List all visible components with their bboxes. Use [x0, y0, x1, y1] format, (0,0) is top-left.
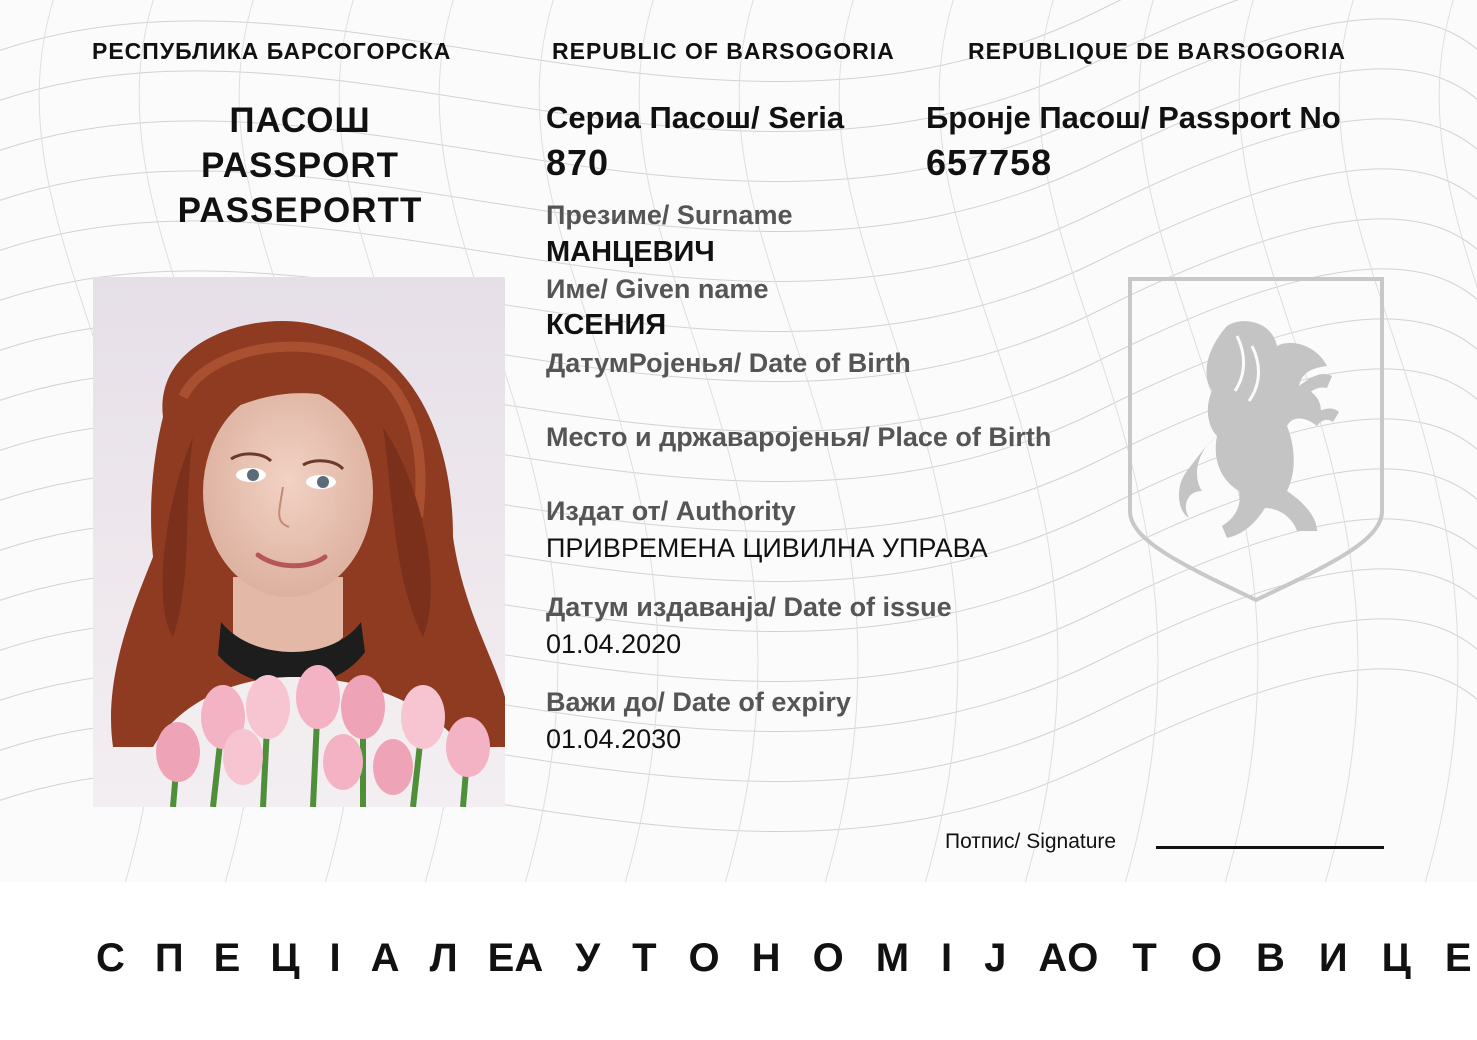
footer-word-3 — [1067, 936, 1471, 981]
date-of-issue-label: Датум издаванја/ Date of issue — [546, 592, 952, 622]
place-of-birth-label: Место и државаројенья/ Place of Birth — [546, 422, 1052, 452]
footer-letter: А — [370, 936, 400, 980]
footer-letter: И — [1318, 936, 1348, 980]
signature-label: Потпис/ Signature — [945, 830, 1117, 853]
footer-letter: Л — [429, 936, 458, 980]
passport-no-label: Бронје Пасош/ Passport No — [926, 100, 1341, 135]
authority-label: Издат от/ Authority — [546, 496, 796, 526]
footer-letter: І — [329, 936, 341, 980]
signature-line — [1156, 846, 1384, 849]
footer-letter: В — [1255, 936, 1285, 980]
country-name-en: REPUBLIC OF BARSOGORIA — [552, 38, 895, 64]
given-name-value: КСЕНИЯ — [546, 309, 667, 341]
footer-letter: І — [941, 936, 953, 980]
date-of-expiry-label: Важи до/ Date of expiry — [546, 687, 851, 717]
footer-letter: А — [514, 936, 544, 980]
footer-letter: П — [154, 936, 184, 980]
footer-letter: Е — [213, 936, 241, 980]
footer-letter: Е — [1444, 936, 1472, 980]
document-title-ru: ПАСОШ — [229, 101, 371, 140]
portrait-illustration — [93, 277, 505, 807]
footer-title — [96, 936, 1472, 981]
given-name-label: Име/ Given name — [546, 274, 769, 304]
footer-letter: Ц — [270, 936, 300, 980]
authority-value: ПРИВРЕМЕНА ЦИВИЛНА УПРАВА — [546, 533, 988, 563]
date-of-birth-label: ДатумРојенья/ Date of Birth — [546, 348, 911, 378]
country-name-ru: РЕСПУБЛИКА БАРСОГОРСКА — [92, 38, 452, 64]
surname-label: Презиме/ Surname — [546, 200, 793, 230]
surname-value: МАНЦЕВИЧ — [546, 236, 715, 268]
passport-no-value: 657758 — [926, 142, 1053, 183]
series-value: 870 — [546, 142, 610, 183]
footer-letter: У — [575, 936, 601, 980]
lion-rampant-shield-icon — [1127, 276, 1385, 604]
footer-letter: Ц — [1381, 936, 1411, 980]
date-of-issue-value: 01.04.2020 — [546, 629, 682, 659]
document-title-fr: PASSEPORTT — [177, 191, 423, 230]
footer-letter: А — [1038, 936, 1068, 980]
footer-letter: О — [812, 936, 844, 980]
footer-letter: Т — [1132, 936, 1157, 980]
series-label: Сериа Пасош/ Seria — [546, 100, 845, 135]
footer-letter: Ј — [984, 936, 1007, 980]
footer-letter: Н — [751, 936, 781, 980]
footer-letter: О — [688, 936, 720, 980]
footer-letter: О — [1067, 936, 1099, 980]
footer-word-2 — [514, 936, 1067, 981]
footer-letter: М — [875, 936, 910, 980]
document-title — [150, 98, 450, 233]
holder-photo — [93, 277, 505, 807]
footer-letter: О — [1190, 936, 1222, 980]
date-of-expiry-value: 01.04.2030 — [546, 724, 682, 754]
footer-letter: С — [96, 936, 125, 980]
footer-letter: Т — [632, 936, 657, 980]
document-title-en: PASSPORT — [201, 146, 399, 185]
footer-letter: Е — [487, 936, 515, 980]
footer-word-1 — [96, 936, 514, 981]
country-name-fr: REPUBLIQUE DE BARSOGORIA — [968, 38, 1346, 64]
